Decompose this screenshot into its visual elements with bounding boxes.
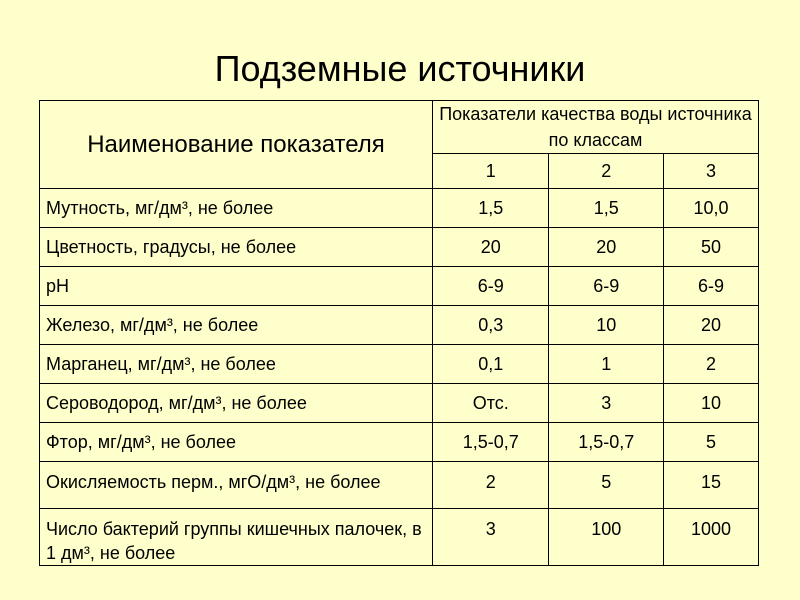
page-title: Подземные источники — [214, 48, 586, 89]
value-class-1: 6-9 — [433, 267, 549, 306]
column-header-parameter: Наименование показателя — [40, 101, 433, 189]
parameter-name: Сероводород, мг/дм³, не более — [40, 384, 433, 423]
value-class-1: 0,1 — [433, 345, 549, 384]
parameter-name: Марганец, мг/дм³, не более — [40, 345, 433, 384]
table-row — [40, 189, 759, 228]
table-header-row — [40, 101, 759, 154]
value-class-2: 5 — [549, 462, 664, 509]
value-class-2: 1,5-0,7 — [549, 423, 664, 462]
value-class-1: 3 — [433, 509, 549, 566]
value-class-3: 6-9 — [664, 267, 759, 306]
value-class-2: 20 — [549, 228, 664, 267]
value-class-2: 1 — [549, 345, 664, 384]
table-row — [40, 267, 759, 306]
value-class-1: 1,5 — [433, 189, 549, 228]
water-quality-table — [39, 100, 759, 566]
parameter-name: Фтор, мг/дм³, не более — [40, 423, 433, 462]
class-header-1: 1 — [433, 154, 549, 189]
value-class-1: Отс. — [433, 384, 549, 423]
value-class-2: 1,5 — [549, 189, 664, 228]
value-class-3: 1000 — [664, 509, 759, 566]
value-class-1: 0,3 — [433, 306, 549, 345]
value-class-2: 10 — [549, 306, 664, 345]
parameter-name: Железо, мг/дм³, не более — [40, 306, 433, 345]
table-row — [40, 345, 759, 384]
table-row — [40, 228, 759, 267]
class-header-3: 3 — [664, 154, 759, 189]
value-class-3: 10 — [664, 384, 759, 423]
parameter-name: Число бактерий группы кишечных палочек, в 1 дм³, не более — [40, 509, 433, 566]
value-class-2: 6-9 — [549, 267, 664, 306]
value-class-3: 20 — [664, 306, 759, 345]
value-class-1: 2 — [433, 462, 549, 509]
value-class-2: 3 — [549, 384, 664, 423]
class-header-2: 2 — [549, 154, 664, 189]
parameter-name: Цветность, градусы, не более — [40, 228, 433, 267]
table-row — [40, 423, 759, 462]
column-header-classes: Показатели качества воды источника по классам — [433, 101, 759, 154]
table-row — [40, 509, 759, 566]
value-class-3: 15 — [664, 462, 759, 509]
table-row — [40, 462, 759, 509]
parameter-name: Мутность, мг/дм³, не более — [40, 189, 433, 228]
table-row — [40, 306, 759, 345]
value-class-3: 50 — [664, 228, 759, 267]
table-row — [40, 384, 759, 423]
value-class-3: 5 — [664, 423, 759, 462]
value-class-3: 2 — [664, 345, 759, 384]
value-class-3: 10,0 — [664, 189, 759, 228]
value-class-1: 20 — [433, 228, 549, 267]
parameter-name: pH — [40, 267, 433, 306]
value-class-2: 100 — [549, 509, 664, 566]
parameter-name: Окисляемость перм., мгО/дм³, не более — [40, 462, 433, 509]
value-class-1: 1,5-0,7 — [433, 423, 549, 462]
